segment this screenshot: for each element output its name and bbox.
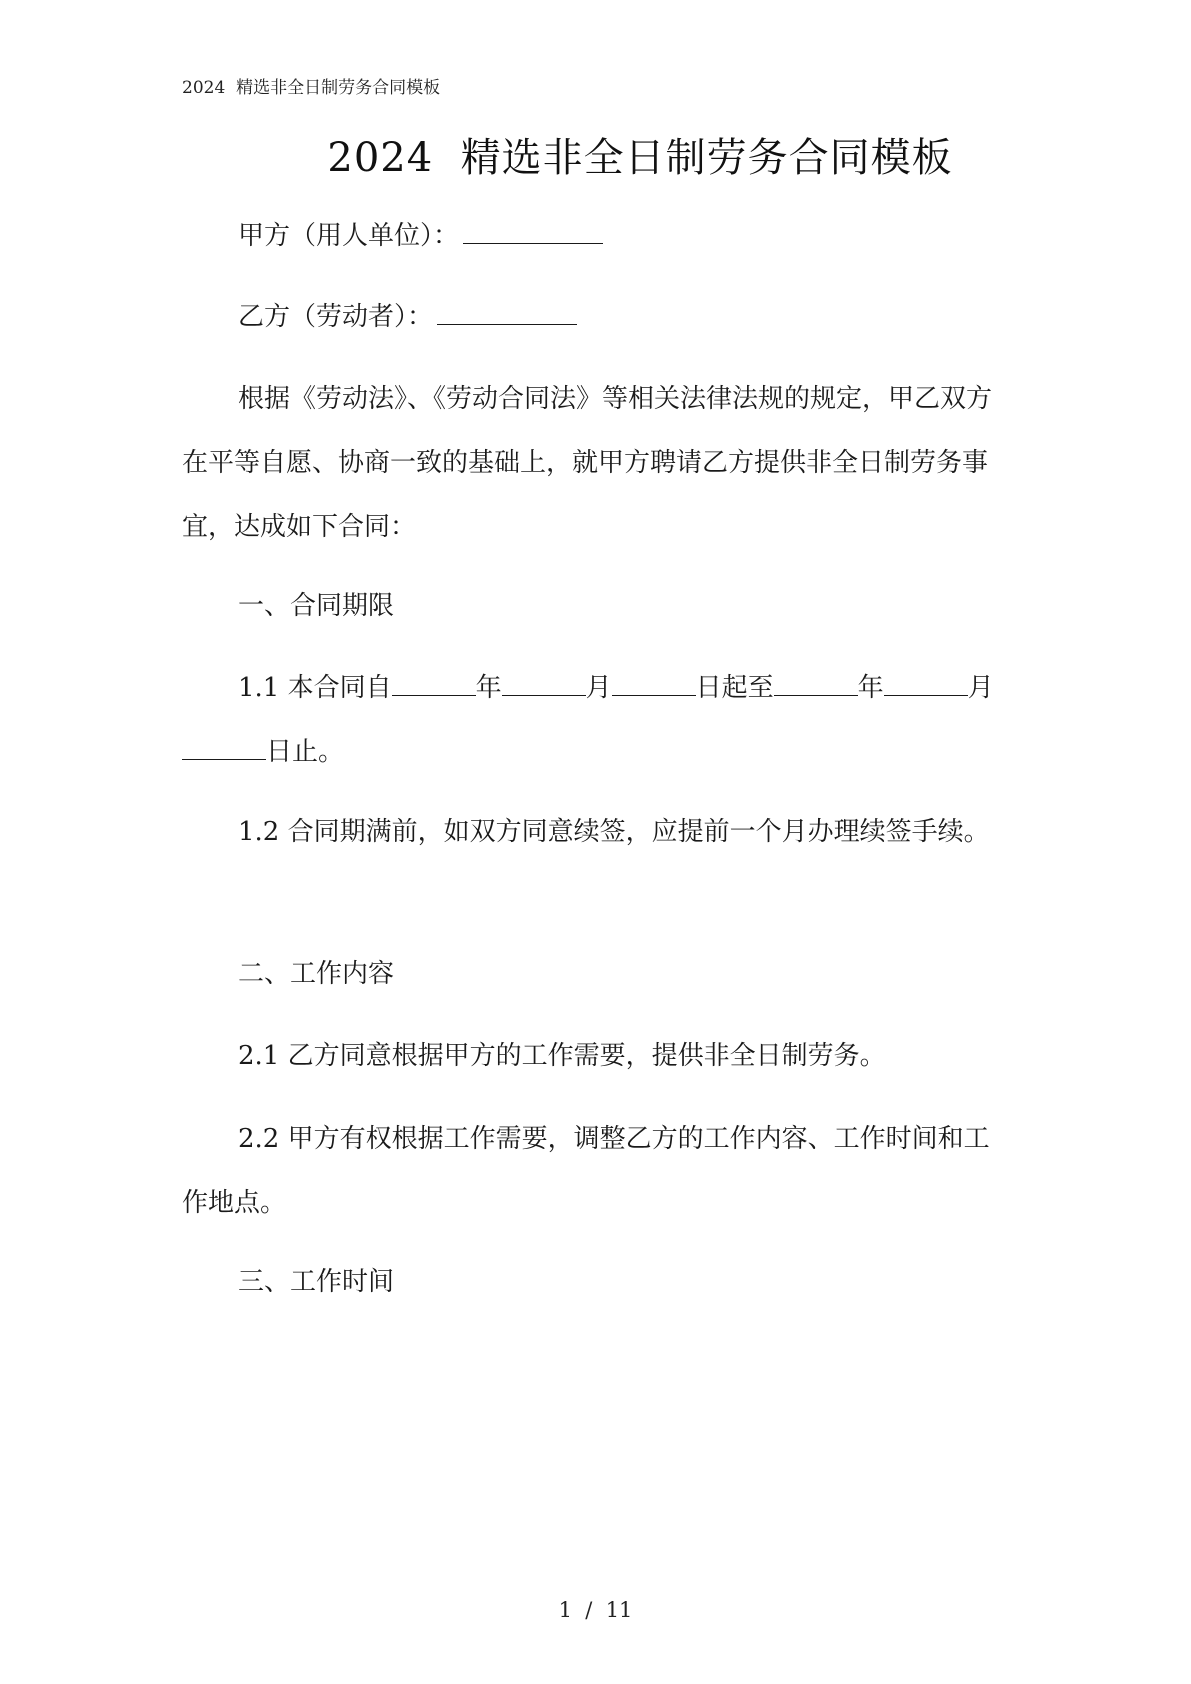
end-day-blank	[182, 731, 266, 760]
document-body	[182, 1107, 1002, 1235]
end-month-blank	[884, 667, 968, 696]
clause-1-1-year2-label: 年	[857, 673, 884, 703]
page-number: 1 / 11	[558, 1598, 633, 1622]
start-year-blank	[392, 667, 476, 696]
document-body	[182, 1250, 1002, 1314]
section-heading-work-content: 二、工作内容	[238, 959, 395, 989]
party-b-label: 乙方（劳动者）：	[238, 302, 434, 332]
clause-2-2: 2.2 甲方有权根据工作需要，调整乙方的工作内容、工作时间和工作地点。	[182, 1124, 990, 1218]
party-a-blank	[463, 215, 603, 244]
section-heading-term: 一、合同期限	[238, 591, 395, 621]
clause-1-2: 1.2 合同期满前，如双方同意续签，应提前一个月办理续签手续。	[238, 817, 990, 847]
clause-1-1-from-label: 日起至	[695, 673, 774, 703]
party-a-label: 甲方（用人单位）：	[238, 221, 460, 251]
section-heading-work-time: 三、工作时间	[238, 1267, 395, 1297]
start-month-blank	[502, 667, 586, 696]
preamble-paragraph: 根据《劳动法》、《劳动合同法》等相关法律法规的规定，甲乙双方在平等自愿、协商一致的基础上，就甲方聘请乙方提供非全日制劳务事宜，达成如下合同：	[182, 384, 993, 542]
clause-2-1: 2.1 乙方同意根据甲方的工作需要，提供非全日制劳务。	[238, 1041, 886, 1071]
document-body	[182, 204, 1002, 268]
party-a-line	[182, 204, 1002, 268]
end-year-blank	[774, 667, 858, 696]
clause-1-1-prefix: 1.1 本合同自	[238, 673, 392, 703]
clause-1-1-year-label: 年	[475, 673, 502, 703]
document-body	[182, 574, 1002, 638]
document-body	[182, 942, 1002, 1006]
clause-1-1-month-label: 月	[585, 673, 612, 703]
document-body	[182, 800, 1002, 864]
party-b-line	[182, 285, 1002, 349]
document-body	[182, 367, 1002, 559]
start-day-blank	[612, 667, 696, 696]
document-body	[182, 656, 1002, 784]
document-body	[182, 1024, 1002, 1088]
clause-1-1	[182, 656, 1002, 784]
page-title: 2024 精选非全日制劳务合同模板	[327, 135, 953, 181]
clause-1-1-end-label: 日止。	[266, 737, 345, 767]
document-body	[182, 285, 1002, 349]
running-header: 2024 精选非全日制劳务合同模板	[182, 78, 441, 98]
party-b-blank	[437, 296, 577, 325]
clause-1-1-month2-label: 月	[967, 673, 994, 703]
